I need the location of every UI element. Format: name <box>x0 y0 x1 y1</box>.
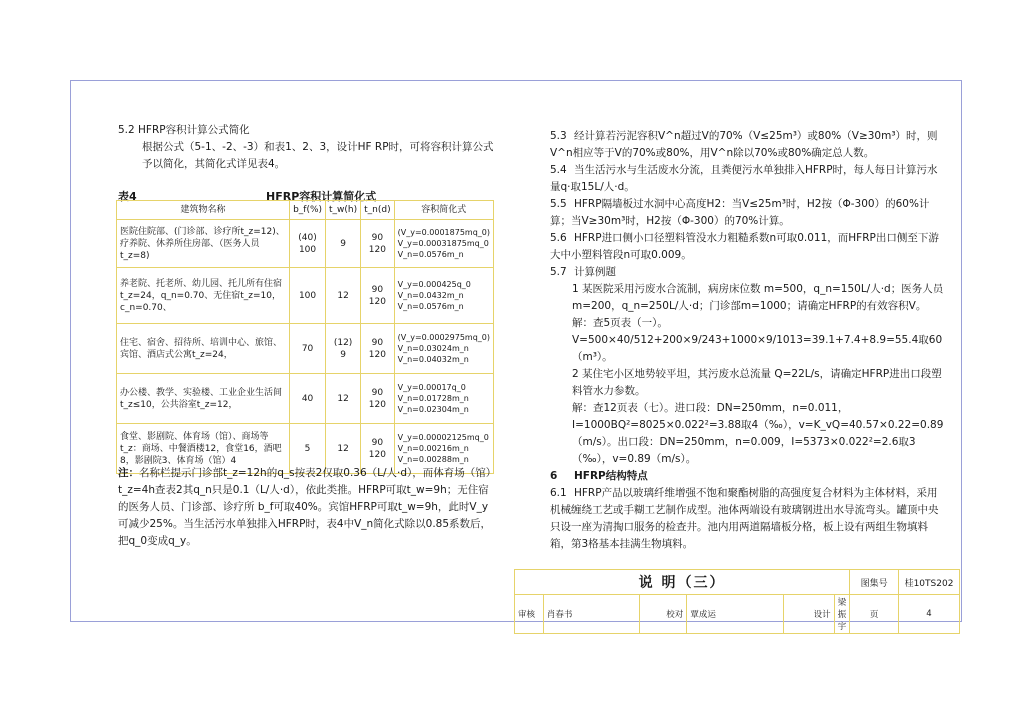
review-label: 审核 <box>515 595 544 634</box>
section-number: 6 <box>550 470 558 482</box>
review-name: 肖春书 <box>543 595 640 634</box>
section-6-title <box>550 468 945 485</box>
cell-formula: (V_y=0.0001875mq_0) V_y=0.00031875mq_0 V_n=0.0576m_n <box>394 220 493 268</box>
table4-header-row <box>117 201 494 220</box>
cell-tn: 90 120 <box>361 424 394 474</box>
design-label: 设计 <box>783 595 834 634</box>
table-row <box>117 374 494 424</box>
item-5-5 <box>550 196 945 230</box>
cell-formula: (V_y=0.0002975mq_0) V_n=0.03024m_n V_n=0.04032m_n <box>394 324 493 374</box>
item-text: 计算例题 <box>574 266 616 278</box>
atlas-label: 图集号 <box>850 570 899 595</box>
item-5-6 <box>550 230 945 264</box>
item-5-7 <box>550 264 945 281</box>
cell-bf: 5 <box>290 424 326 474</box>
cell-bf: 40 <box>290 374 326 424</box>
cell-tw: (12) 9 <box>326 324 361 374</box>
item-text: HFRP进口侧小口径塑料管没水力粗糙系数n可取0.011，而HFRP出口侧至下游大中小塑料管段n可取0.009。 <box>550 232 939 261</box>
example-1: 1 某医院采用污废水合流制，病房床位数 m=500，q_n=150L/人·d；医务人员m=200，q_n=250L/人·d；门诊部m=1000；请确定HFRP的有效容积V。 <box>572 283 944 312</box>
example-2-solution: 解：查12页表（七）。进口段：DN=250mm，n=0.011，I=1000BQ²=8025×0.022²=3.88取4（‰），v=K_vQ=40.57×0.22=0.89（m/s）。出口段：DN=250mm，n=0.009，I=5373×0.022²=2.6取3（‰），v=0.89（m/s）。 <box>572 402 944 465</box>
right-column <box>550 128 945 553</box>
col-building: 建筑物名称 <box>117 201 290 220</box>
item-number: 5.6 <box>550 232 567 244</box>
example-2: 2 某住宅小区地势较平坦，其污废水总流量 Q=22L/s，请确定HFRP进出口段塑料管水力参数。 <box>572 368 942 397</box>
table-row <box>117 268 494 324</box>
cell-tw: 12 <box>326 268 361 324</box>
check-name: 覃成运 <box>687 595 784 634</box>
item-5-3 <box>550 128 945 162</box>
cell-tn: 90 120 <box>361 268 394 324</box>
example-1-solution: 解：查5页表（一）。V=500×40/512+200×9/243+1000×9/1013=39.1+7.4+8.9=55.4取60（m³）。 <box>572 317 943 363</box>
left-column <box>118 122 498 173</box>
title-block <box>514 569 960 634</box>
cell-tn: 90 120 <box>361 374 394 424</box>
table-row <box>117 324 494 374</box>
item-number: 5.4 <box>550 164 567 176</box>
cell-bf: 100 <box>290 268 326 324</box>
cell-formula: V_y=0.00002125mq_0 V_n=0.00216m_n V_n=0.00288m_n <box>394 424 493 474</box>
col-bf: b_f(%) <box>290 201 326 220</box>
col-formula: 容积简化式 <box>394 201 493 220</box>
cell-tn: 90 120 <box>361 220 394 268</box>
table4-note <box>118 465 498 550</box>
item-5-4 <box>550 162 945 196</box>
cell-tw: 12 <box>326 424 361 474</box>
cell-building: 养老院、托老所、幼儿园、托儿所有住宿t_z=24，q_n=0.70、无住宿t_z=10，c_n=0.70、 <box>117 268 290 324</box>
sheet-title: 说 明（三） <box>515 570 850 595</box>
cell-tw: 9 <box>326 220 361 268</box>
section-title: HFRP结构特点 <box>574 470 648 482</box>
check-label: 校对 <box>640 595 687 634</box>
cell-tn: 90 120 <box>361 324 394 374</box>
cell-formula: V_y=0.00017q_0 V_n=0.01728m_n V_n=0.02304m_n <box>394 374 493 424</box>
section-5-2-title: 5.2 HFRP容积计算公式简化 <box>118 124 250 136</box>
page-label: 页 <box>850 595 899 634</box>
cell-building: 医院住院部、(门诊部、诊疗所t_z=12)、疗养院、休养所住房部、（医务人员t_z=8) <box>117 220 290 268</box>
cell-formula: V_y=0.000425q_0 V_n=0.0432m_n V_n=0.0576m_n <box>394 268 493 324</box>
item-number: 5.3 <box>550 130 567 142</box>
col-tw: t_w(h) <box>326 201 361 220</box>
cell-bf: 70 <box>290 324 326 374</box>
cell-tw: 12 <box>326 374 361 424</box>
table4-title: HFRP容积计算简化式 <box>266 190 377 203</box>
item-number: 5.5 <box>550 198 567 210</box>
cell-building: 办公楼、教学、实验楼、工业企业生活间t_z≤10，公共浴室t_z=12， <box>117 374 290 424</box>
item-text: HFRP产品以玻璃纤维增强不饱和聚酯树脂的高强度复合材料为主体材料，采用机械缠绕工艺或手糊工艺制作成型。池体两端设有玻璃钢进出水导流弯头。罐顶中央只设一座为清掏口服务的检查井。池内用两道隔墙板分格，板上设有两组生物填料箱，第3格基本挂满生物填料。 <box>550 487 939 550</box>
item-text: 经计算若污泥容积V^n超过V的70%（V≤25m³）或80%（V≥30m³）时，则V^n相应等于V的70%或80%，用V^n除以70%或80%确定总人数。 <box>550 130 938 159</box>
design-name: 梁振宇 <box>834 595 850 634</box>
item-number: 5.7 <box>550 266 567 278</box>
item-text: HFRP隔墙板过水洞中心高度H2：当V≤25m³时，H2按（Φ-300）的60%计算；当V≥30m³时，H2按（Φ-300）的70%计算。 <box>550 198 930 227</box>
cell-building: 食堂、影剧院、体育场（馆）、商场等t_z：商场、中餐酒楼12，食堂16，酒吧8，影剧院3、体育场（馆）4 <box>117 424 290 474</box>
page-number: 4 <box>899 595 960 634</box>
table-row <box>117 220 494 268</box>
table4 <box>116 200 494 474</box>
section-5-2-body: 根据公式（5-1、-2、-3）和表1、2、3，设计HF RP时，可将容积计算公式予以简化，其简化式详见表4。 <box>142 141 494 170</box>
table4-label: 表4 <box>118 190 137 203</box>
item-text: 当生活污水与生活废水分流，且粪便污水单独排入HFRP时，每人每日计算污水量q·取15L/人·d。 <box>550 164 938 193</box>
item-number: 6.1 <box>550 487 567 499</box>
atlas-number: 桂10TS202 <box>899 570 960 595</box>
item-6-1 <box>550 485 945 553</box>
note-body: 名称栏提示门诊部t_z=12h的q_s按表2仅取0.36（L/人·d），而体育场（馆）t_z=4h查表2其q_n只是0.1（L/人·d），依此类推。HFRP可取t_w=9h；无住宿的医务人员、门诊部、诊疗所 b_f可取40%。宾馆HFRP可取t_w=9h，此时V_y可减少25%。当生活污水单独排入HFRP时，表4中V_n简化式除以0.85系数后，把q_0变成q_y。 <box>118 467 497 547</box>
col-tn: t_n(d) <box>361 201 394 220</box>
cell-building: 住宅、宿舍、招待所、培训中心、旅馆、宾馆、酒店式公寓t_z=24， <box>117 324 290 374</box>
note-label: 注： <box>118 467 139 479</box>
cell-bf: (40) 100 <box>290 220 326 268</box>
